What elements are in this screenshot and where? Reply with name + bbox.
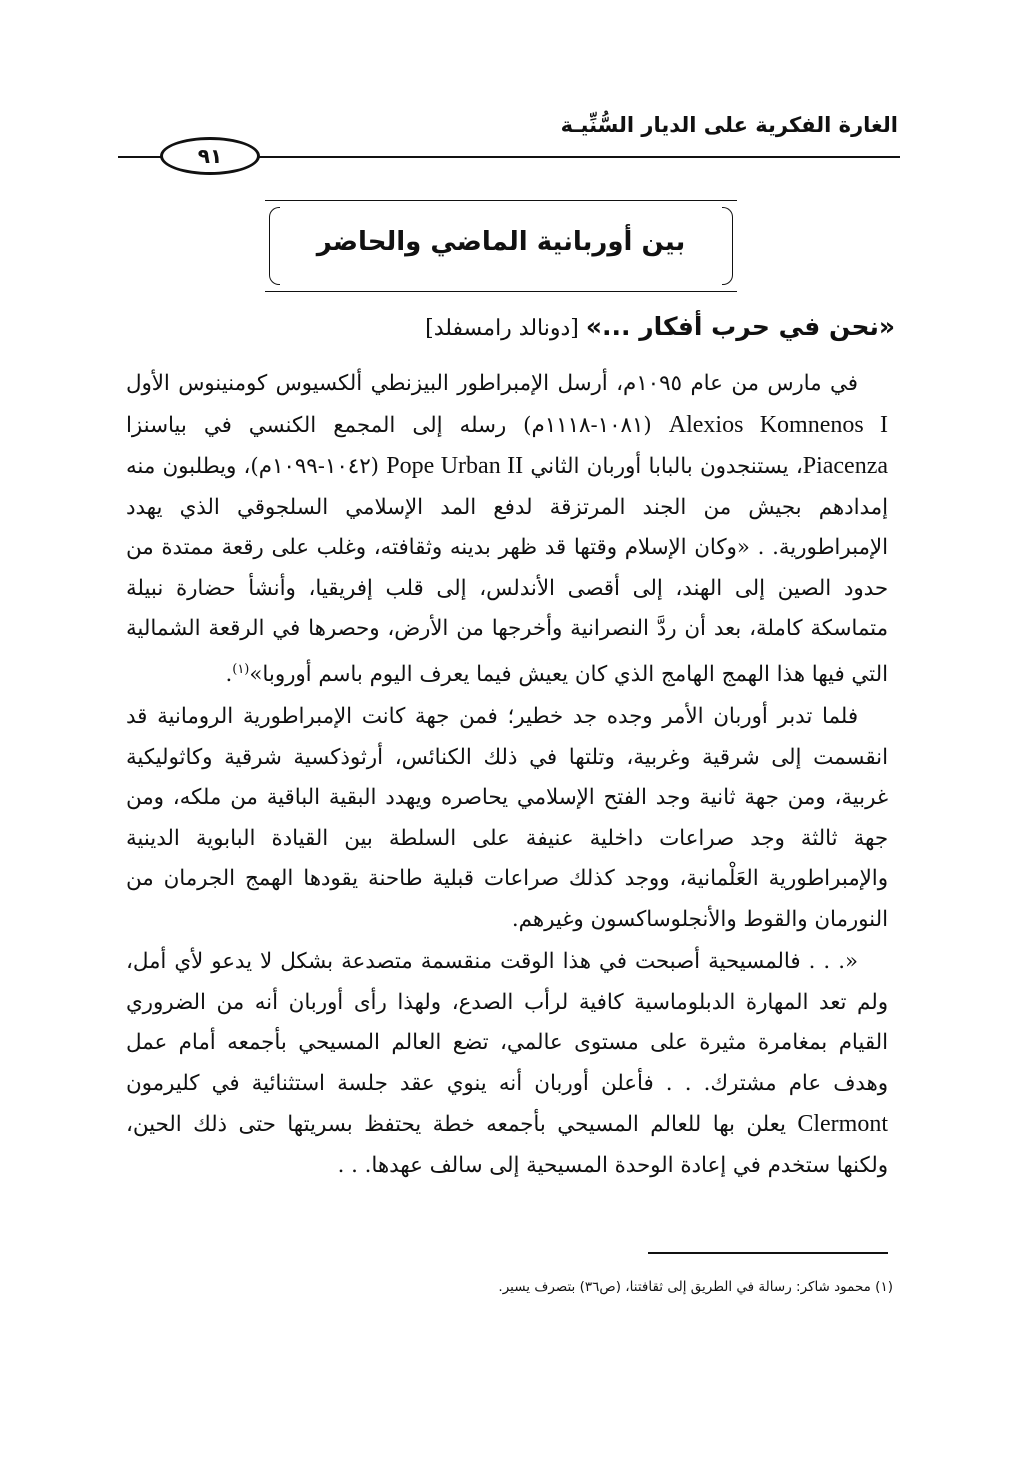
- p3-latin-name-1: Clermont: [797, 1111, 888, 1138]
- p1-latin-name-1: Alexios Komnenos I: [668, 411, 888, 438]
- footnote: (١) محمود شاكر: رسالة في الطريق إلى ثقافتنا، (ص٣٦) بتصرف يسير.: [498, 1279, 893, 1295]
- p1-text-4: (١٠٤٢-١٠٩٩م)، ويطلبون منه إمدادهم بجيش من الجند المرتزقة لدفع المد الإسلامي السلجوقي الذي يهدد الإمبراطورية. . «وكان الإسلام وقتها قد ظهر بدينه وثقافته، وغلب على رقعة ممتدة من حدود الصين إلى الهند، إلى أقصى الأندلس، إلى قلب إفريقيا، وأنشأ حضارة نبيلة متماسكة كاملة، بعد أن ردَّ النصرانية وأخرجها من الأرض، وحصرها في الرقعة الشمالية التي فيها هذا الهمج الهامج الذي كان يعيش فيما يعرف اليوم باسم أوروبا»: [126, 454, 888, 687]
- p1-text-3: ، يستنجدون بالبابا أوربان الثاني: [523, 454, 803, 479]
- paragraph-3: [126, 942, 888, 1186]
- epigraph-quote: «نحن في حرب أفكار ...»: [585, 312, 895, 341]
- footnote-rule: [648, 1252, 888, 1254]
- chapter-title-frame: [265, 200, 737, 292]
- chapter-title: بين أوربانية الماضي والحاضر: [316, 227, 686, 257]
- p1-latin-name-3: Pope Urban II: [386, 453, 524, 479]
- p3-text-2: يعلن بها للعالم المسيحي بأجمعه خطة يحتفظ بسريتها حتى ذلك الحين، ولكنها ستخدم في إعادة الوحدة المسيحية إلى سالف عهدها. . .: [126, 1112, 888, 1178]
- p3-text-1: «. . . فالمسيحية أصبحت في هذا الوقت منقسمة متصدعة بشكل لا يدعو لأي أمل، ولم تعد المهارة الدبلوماسية كافية لرأب الصدع، ولهذا رأى أوربان أنه من الضروري القيام بمغامرة مثيرة على مستوى عالمي، تضع العالم المسيحي بأجمعه أمام عمل وهدف عام مشترك. . . فأعلن أوربان أنه ينوي عقد جلسة استثنائية في كليرمون: [126, 949, 888, 1096]
- p1-text-1: في مارس من عام ١٠٩٥م، أرسل الإمبراطور البيزنطي ألكسيوس كومنينوس الأول: [126, 371, 858, 396]
- running-header-title: الغارة الفكرية على الديار السُّنِّيـة: [560, 113, 898, 137]
- epigraph-attribution: [دونالد رامسفلد]: [425, 316, 579, 341]
- p1-text-2: (١٠٨١-١١١٨م) رسله إلى المجمع الكنسي في بياسنزا: [126, 412, 669, 438]
- page-number-badge: ٩١: [160, 137, 260, 175]
- epigraph: [425, 312, 895, 341]
- footnote-reference: (١): [232, 661, 250, 677]
- paragraph-1: [126, 364, 888, 695]
- paragraph-2: فلما تدبر أوربان الأمر وجده جد خطير؛ فمن جهة كانت الإمبراطورية الرومانية قد انقسمت إلى شرقية وغربية، وتلتها في ذلك الكنائس، أرثوذكسية شرقية وكاثوليكية غربية، ومن جهة ثانية وجد الفتح الإسلامي يحاصره ويهدد البقية الباقية من ملكه، ومن جهة ثالثة وجد صراعات داخلية عنيفة على السلطة بين القيادة البابوية الدينية والإمبراطورية العَلْمانية، ووجد كذلك صراعات قبلية طاحنة يقودها الهمج الجرمان من النورمان والقوط والأنجلوساكسون وغيرهم.: [126, 704, 888, 932]
- body-text: [126, 364, 888, 1186]
- p1-end: .: [225, 661, 233, 687]
- p1-latin-name-2: Piacenza: [802, 453, 888, 479]
